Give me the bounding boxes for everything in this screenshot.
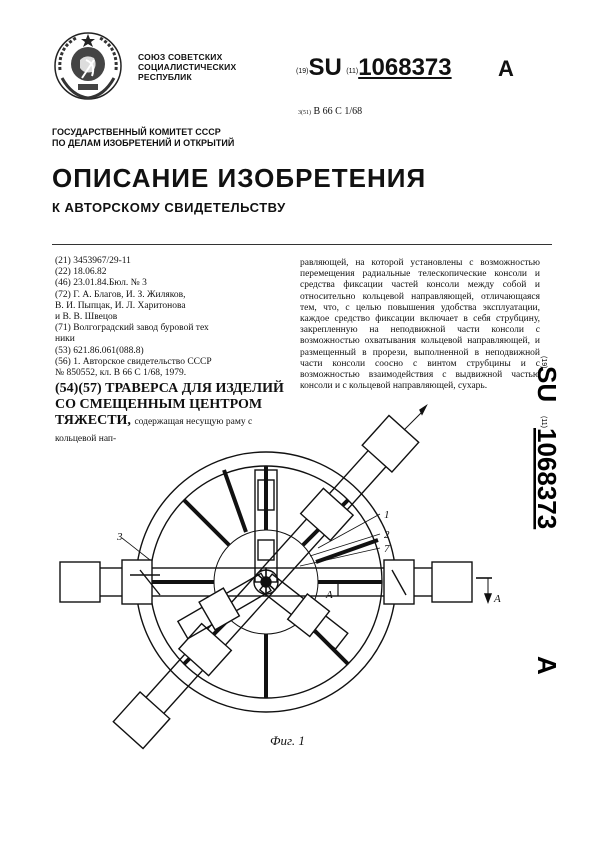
figure-1-drawing	[40, 400, 560, 760]
ussr-emblem-icon	[52, 30, 124, 102]
figure-label: 1	[384, 509, 390, 521]
biblio-line: № 850552, кл. В 66 С 1/68, 1979.	[55, 368, 187, 379]
figure-label: 7	[384, 543, 390, 555]
inid-code: 3(51)	[298, 110, 311, 116]
committee-line: ГОСУДАРСТВЕННЫЙ КОМИТЕТ СССР	[52, 127, 221, 137]
committee	[52, 127, 234, 149]
inid-code: (19)	[296, 68, 309, 75]
inid-code: (11)	[346, 68, 359, 75]
ipc-classification	[298, 106, 362, 117]
divider	[52, 244, 552, 245]
side-code: (19)	[540, 356, 547, 369]
patent-number-block	[296, 54, 514, 82]
kind-code: A	[498, 56, 514, 81]
figure-label: А	[326, 589, 333, 601]
biblio-line: (71) Волгоградский завод буровой тех	[55, 323, 209, 334]
biblio-line: (56) 1. Авторское свидетельство СССР	[55, 356, 212, 367]
figure-caption: Фиг. 1	[270, 733, 305, 748]
side-code: (11)	[540, 416, 547, 428]
patent-number: 1068373	[358, 54, 452, 81]
figure-label: 3	[117, 531, 123, 543]
committee-line: ПО ДЕЛАМ ИЗОБРЕТЕНИЙ И ОТКРЫТИЙ	[52, 138, 235, 148]
biblio-line: (46) 23.01.84.Бюл. № 3	[55, 278, 147, 289]
document-subtitle: К АВТОРСКОМУ СВИДЕТЕЛЬСТВУ	[52, 200, 286, 215]
claim-text: равляющей, на которой установлены с возможностью перемещения радиальные телескопические консоли и средства фиксации частей консоли между собой и относительно кольцевой направляющей, отличающаяся тем, что, с целью повышения удобства эксплуатации, каждое средство фиксации включает в себя струбцину, закрепленную на неподвижной части консоли с возможностью охватывания кольцевой направляющей, и размещенный в прорези, выполненной в неподвижной части консоли соосно с винтом струбцины и с возможностью взаимодействия с выдвижной частью консоли и с кольцевой направляющей, сухарь.	[300, 258, 540, 392]
biblio-line: (72) Г. А. Благов, И. З. Жиляков,	[55, 289, 186, 300]
invention-title: (54)(57) ТРАВЕРСА ДЛЯ ИЗДЕЛИЙ СО СМЕЩЕННЫМ ЦЕНТРОМ ТЯЖЕСТИ,	[55, 381, 284, 428]
document-title: ОПИСАНИЕ ИЗОБРЕТЕНИЯ	[52, 163, 427, 193]
biblio-line: В. И. Пыпцак, И. Л. Харитонова	[55, 300, 186, 311]
side-kind: A	[532, 656, 562, 675]
biblio-line: (53) 621.86.061(088.8)	[55, 345, 144, 356]
figure-label: 2	[384, 529, 390, 541]
country-code: SU	[308, 54, 342, 81]
side-number: 1068373	[532, 428, 562, 530]
biblio-line: ники	[55, 334, 75, 345]
country-line: СОЦИАЛИСТИЧЕСКИХ	[138, 62, 237, 72]
side-su: SU	[532, 366, 562, 403]
bibliographic-data	[55, 256, 280, 379]
ipc-value: В 66 С 1/68	[313, 106, 363, 117]
country-name	[138, 52, 236, 82]
biblio-line: (21) 3453967/29-11	[55, 256, 131, 266]
country-line: РЕСПУБЛИК	[138, 72, 192, 82]
claim-text-start: содержащая несущую раму с кольцевой нап-	[55, 417, 253, 444]
lower-left-short-console	[175, 568, 274, 644]
biblio-line: (22) 18.06.82	[55, 267, 107, 278]
country-line: СОЮЗ СОВЕТСКИХ	[138, 52, 223, 62]
biblio-line: и В. В. Швецов	[55, 312, 118, 323]
figure-label: А	[494, 593, 501, 605]
